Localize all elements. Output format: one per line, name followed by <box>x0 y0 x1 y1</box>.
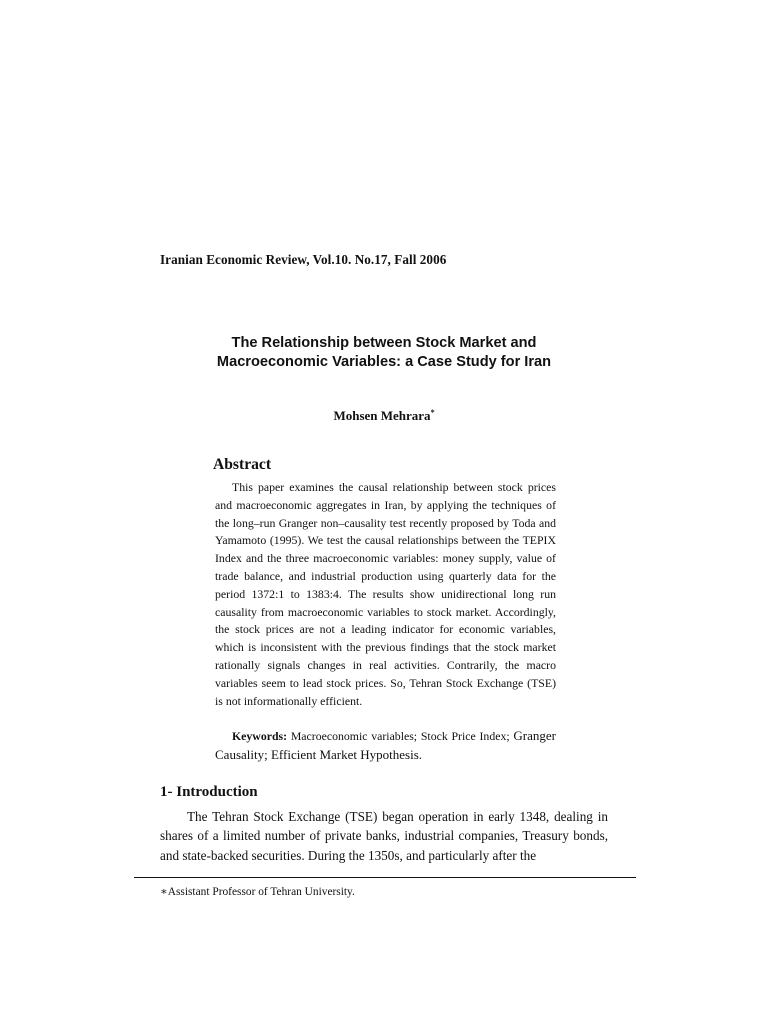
paper-title-line-1: The Relationship between Stock Market and <box>231 335 537 351</box>
keywords-paragraph <box>215 727 556 765</box>
abstract-body: This paper examines the causal relationship between stock prices and macroeconomic aggregates in Iran, by applying the techniques of the long–run Granger non–causality test recently proposed by Toda and Yamamoto (1995). We test the causal relationships between the TEPIX Index and the three macroeconomic variables: money supply, value of trade balance, and industrial production using quarterly data for the period 1372:1 to 1383:4. The results show unidirectional long run causality from macroeconomic variables to stock market. Accordingly, the stock prices are not a leading indicator for economic variables, which is inconsistent with the previous findings that the stock market rationally signals changes in real activities. Contrarily, the macro variables seem to lead stock prices. So, Tehran Stock Exchange (TSE) is not informationally efficient. <box>215 480 556 708</box>
journal-citation: Iranian Economic Review, Vol.10. No.17, Fall 2006 <box>160 252 447 267</box>
abstract-heading: Abstract <box>213 456 272 473</box>
author-name: Mohsen Mehrara <box>333 408 431 423</box>
keywords-label: Keywords: <box>232 729 288 743</box>
section-heading-introduction: 1- Introduction <box>160 784 258 800</box>
author-footnote-marker: * <box>430 408 435 417</box>
footnote-text: ∗Assistant Professor of Tehran University. <box>160 886 355 898</box>
paper-title <box>160 334 608 372</box>
introduction-paragraph: The Tehran Stock Exchange (TSE) began operation in early 1348, dealing in shares of a limited number of private banks, industrial companies, Treasury bonds, and state-backed securities. During the 1350s, and particularly after the <box>160 809 608 863</box>
keywords-text: Macroeconomic variables; Stock Price Index; <box>287 729 510 743</box>
author-line <box>160 408 608 424</box>
paper-title-line-2: Macroeconomic Variables: a Case Study for Iran <box>216 354 552 370</box>
keywords-tail: Granger Causality; Efficient Market Hypothesis. <box>215 728 557 762</box>
footnote-divider <box>134 877 636 878</box>
